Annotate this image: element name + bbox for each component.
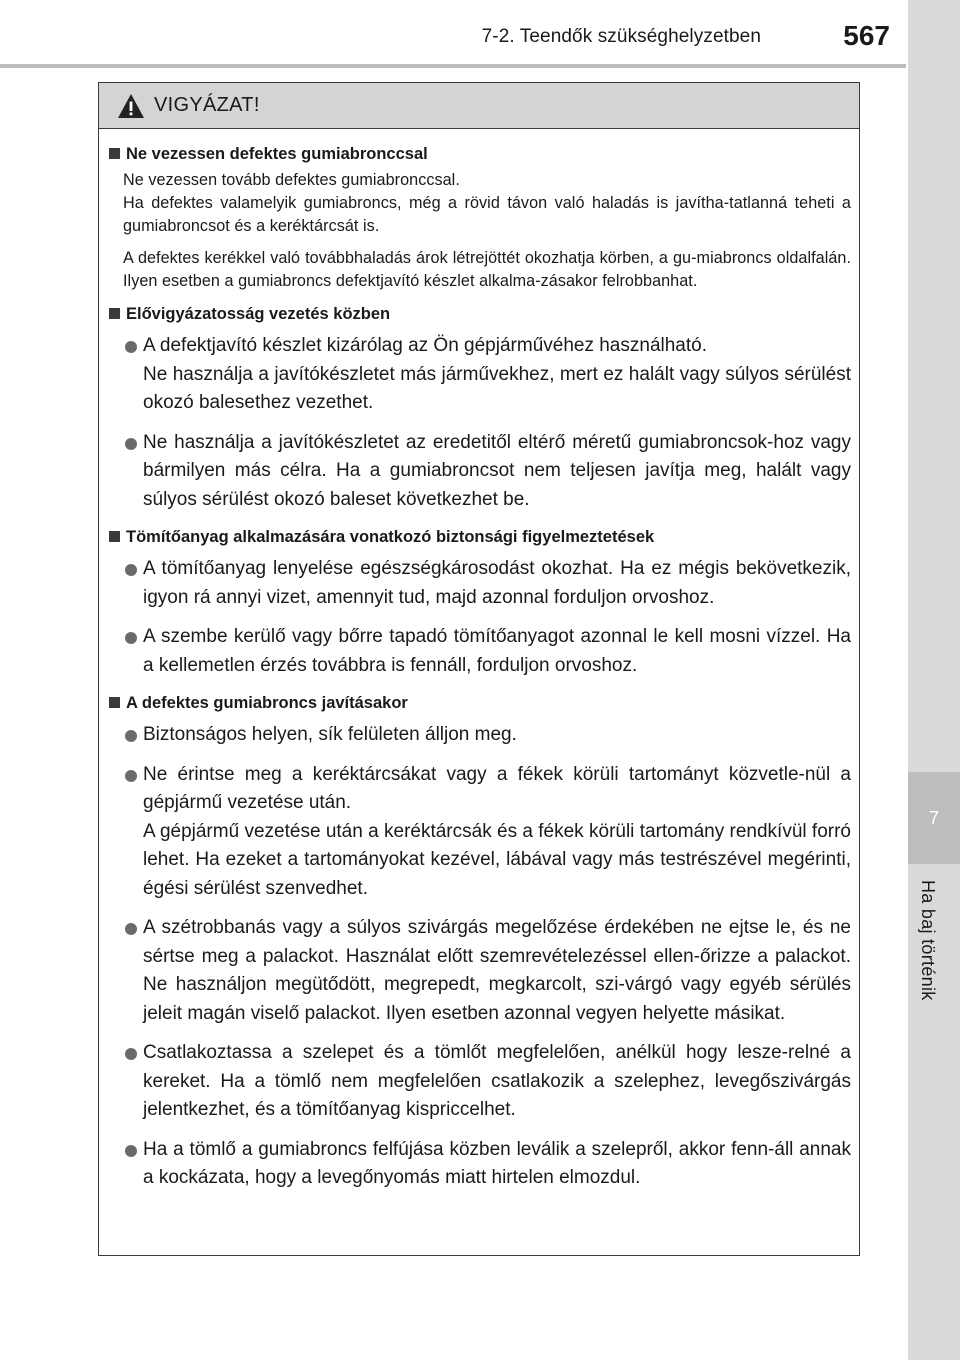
section-heading: [109, 525, 851, 549]
list-item: [109, 914, 851, 1028]
list-item-text: Csatlakoztassa a szelepet és a tömlőt megfelelően, anélkül hogy lesze-relné a kereket. Ha a tömlő nem megfelelően csatlakozik a szelephez, levegőszivárgás jelentkezhet, és a tömítőanyag kispriccelhet.: [143, 1042, 851, 1120]
warning-box: [98, 82, 860, 1256]
list-item-text: A szembe kerülő vagy bőrre tapadó tömítőanyagot azonnal le kell mosni vízzel. Ha a kellemetlen érzés továbbra is fennáll, forduljon orvoshoz.: [143, 626, 851, 676]
section-heading: [109, 691, 851, 715]
list-item-text: Biztonságos helyen, sík felületen álljon meg.: [143, 724, 517, 745]
list-item: [109, 623, 851, 680]
list-item: [109, 721, 851, 750]
chapter-side-tab: [908, 0, 960, 1360]
section-heading-text: Tömítőanyag alkalmazására vonatkozó biztonsági figyelmeztetések: [126, 528, 655, 546]
round-bullet-icon: [125, 564, 137, 576]
round-bullet-icon: [125, 1145, 137, 1157]
round-bullet-icon: [125, 438, 137, 450]
page-header: [0, 0, 906, 68]
round-bullet-icon: [125, 1048, 137, 1060]
chapter-number: 7: [908, 772, 960, 864]
list-item-text: Ne használja a javítókészletet az eredetitől eltérő méretű gumiabroncsok-hoz vagy bármilyen más célra. Ha a gumiabroncsot nem teljesen javítja meg, halált vagy súlyos sérülést okozó baleset következhet be.: [143, 431, 851, 510]
list-item-text: Ne érintse meg a keréktárcsákat vagy a fékek körüli tartományt közvetle-nül a gépjármű vezetése után. A gépjármű vezetése után a keréktárcsák és a fékek körüli tartomány rendkívül forró lehet. Ha ezeket a tartományokat kezével, lábával vagy más testrészével megérinti, égési sérülést szenvedhet.: [143, 763, 851, 899]
paragraph: [123, 169, 851, 238]
square-bullet-icon: [109, 531, 120, 542]
paragraph: [123, 247, 851, 293]
section-heading: [109, 142, 851, 166]
list-item: [109, 1136, 851, 1193]
list-item-text: A defektjavító készlet kizárólag az Ön gépjárművéhez használható. Ne használja a javítókészletet más járművekhez, mert ez halált vagy súlyos sérülést okozó balesethez vezethet.: [143, 335, 851, 413]
page-number: 567: [843, 20, 890, 51]
warning-header: [99, 83, 859, 129]
list-item-text: A tömítőanyag lenyelése egészségkárosodást okozhat. Ha ez mégis bekövetkezik, igyon rá annyi vizet, amennyit tud, majd azonnal forduljon orvoshoz.: [143, 558, 851, 608]
square-bullet-icon: [109, 308, 120, 319]
square-bullet-icon: [109, 148, 120, 159]
list-item-text: Ha a tömlő a gumiabroncs felfújása közben leválik a szelepről, akkor fenn-áll annak a kockázata, hogy a levegőnyomás miatt hirtelen elmozdul.: [143, 1138, 851, 1188]
warning-content: [99, 129, 859, 1193]
list-item: [109, 1039, 851, 1125]
section-heading-text: Ne vezessen defektes gumiabronccsal: [126, 145, 428, 163]
section-heading-text: A defektes gumiabroncs javításakor: [126, 694, 408, 712]
round-bullet-icon: [125, 632, 137, 644]
round-bullet-icon: [125, 341, 137, 353]
list-item: [109, 429, 851, 515]
round-bullet-icon: [125, 923, 137, 935]
warning-section: [109, 691, 851, 1193]
round-bullet-icon: [125, 770, 137, 782]
section-title: 7-2. Teendők szükséghelyzetben: [481, 26, 761, 47]
warning-section: [109, 525, 851, 680]
square-bullet-icon: [109, 697, 120, 708]
section-heading: [109, 302, 851, 326]
section-heading-text: Elővigyázatosság vezetés közben: [126, 305, 391, 323]
list-item-text: A szétrobbanás vagy a súlyos szivárgás megelőzése érdekében ne ejtse le, és ne sértse meg a palackot. Használat előtt szemrevételezéssel ellen-őrizze a palackot. Ne használjon megütődött, megrepedt, megkarcolt, szi-várgó vagy egyéb sérülés jeleit magán viselő palackot. Ilyen esetben azonnal vegyen helyette másikat.: [143, 917, 851, 1024]
warning-title: VIGYÁZAT!: [154, 94, 260, 116]
paragraph-text: A defektes kerékkel való továbbhaladás árok létrejöttét okozhatja körben, a gu-miabroncs oldalfalán. Ilyen esetben a gumiabroncs defektjavító készlet alkalma-zásakor felrobbanhat.: [123, 249, 851, 290]
round-bullet-icon: [125, 730, 137, 742]
warning-triangle-icon: [117, 92, 145, 120]
header-divider: [0, 64, 906, 68]
warning-section: [109, 142, 851, 293]
paragraph-text: Ne vezessen tovább defektes gumiabronccsal. Ha defektes valamelyik gumiabroncs, még a rövid távon való haladás is javítha-tatlanná teheti a gumiabroncsot és a keréktárcsát is.: [123, 171, 851, 235]
list-item: [109, 555, 851, 612]
list-item: [109, 332, 851, 418]
chapter-title: Ha baj történik: [918, 880, 938, 1001]
warning-section: [109, 302, 851, 514]
list-item: [109, 761, 851, 904]
